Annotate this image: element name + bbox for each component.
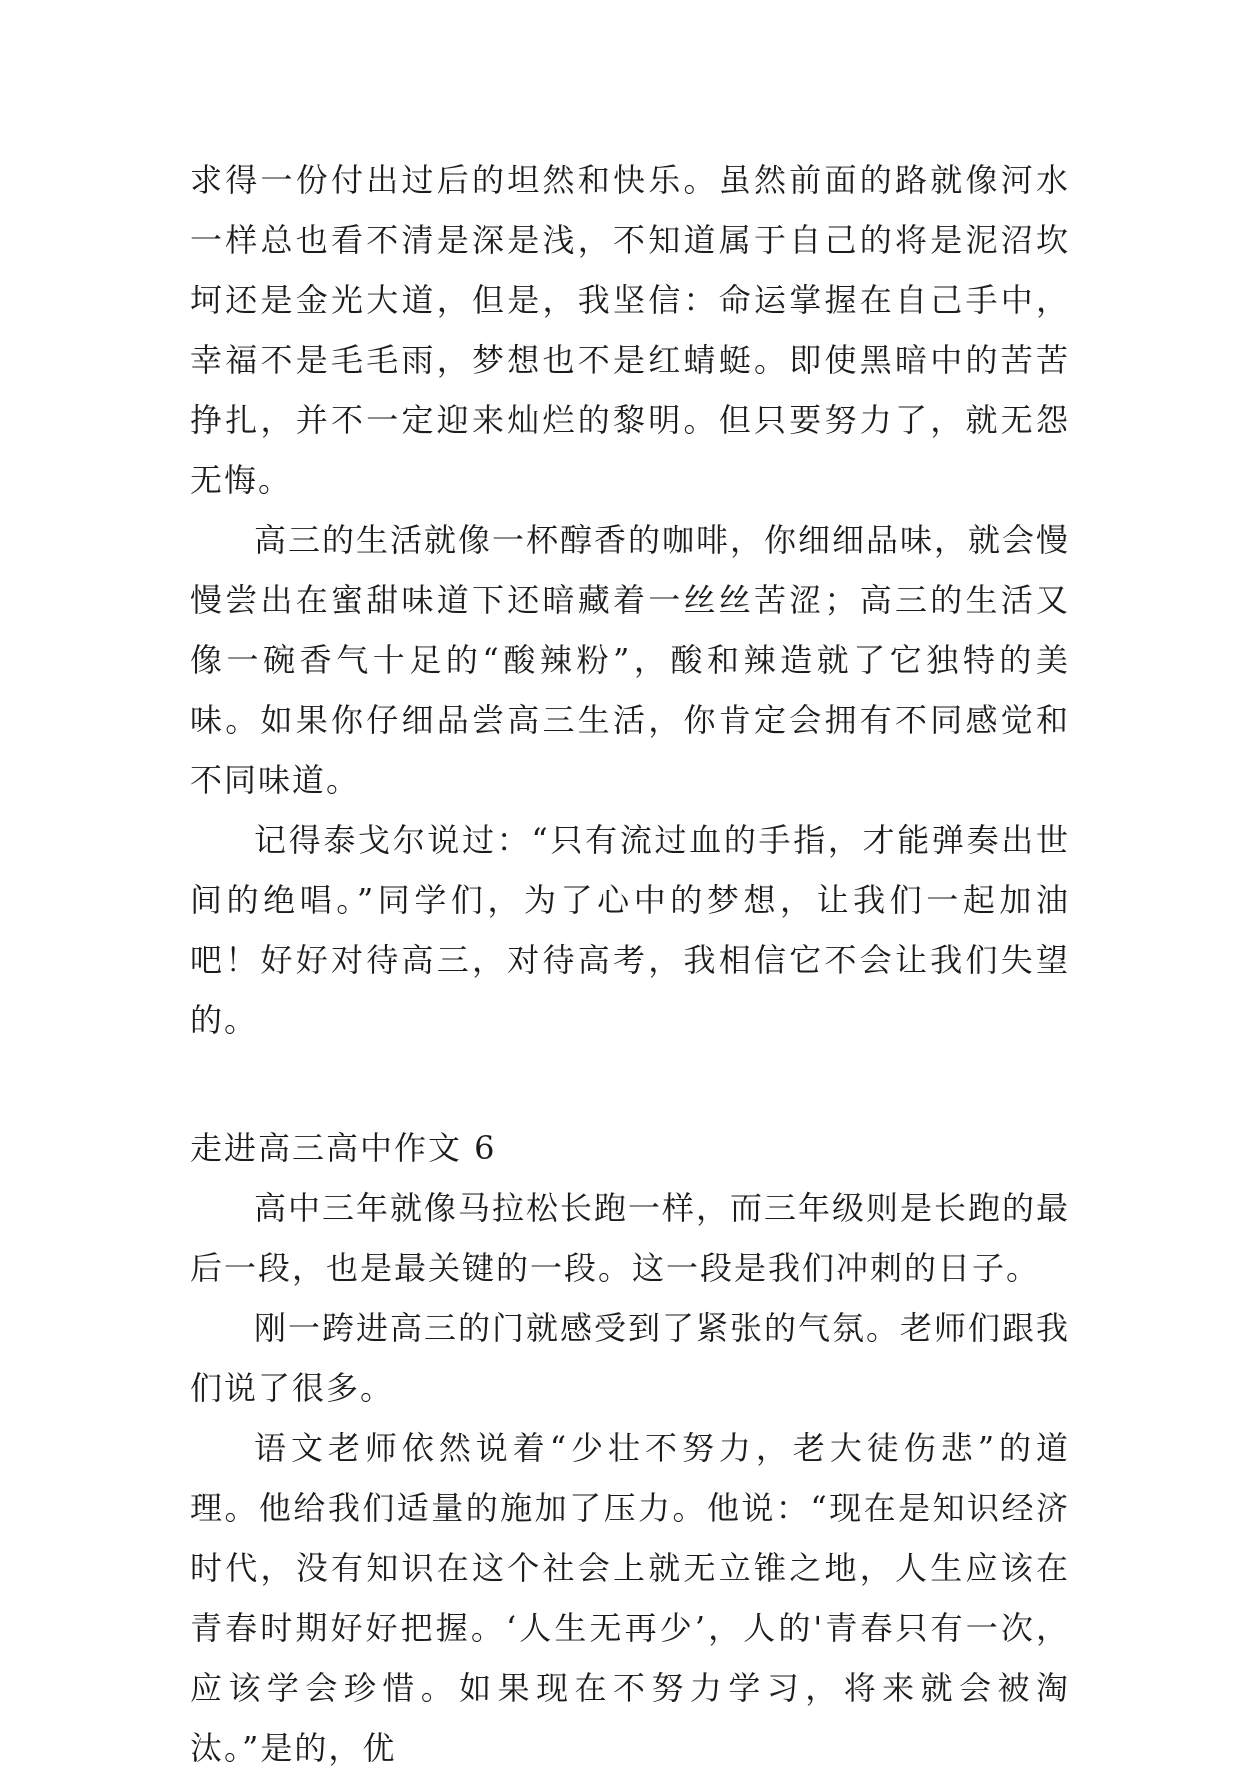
paragraph-chinese-teacher: 语文老师依然说着“少壮不努力，老大徒伤悲”的道理。他给我们适量的施加了压力。他说：“现在是知识经济时代，没有知识在这个社会上就无立锥之地，人生应该在青春时期好好把握。‘人生无再少’，人的'青春只有一次，应该学会珍惜。如果现在不努力学习，将来就会被淘汰。”是的，优: [190, 1429, 1070, 1767]
paragraph-coffee: 高三的生活就像一杯醇香的咖啡，你细细品味，就会慢慢尝出在蜜甜味道下还暗藏着一丝丝苦涩；高三的生活又像一碗香气十足的“酸辣粉”，酸和辣造就了它独特的美味。如果你仔细品尝高三生活，你肯定会拥有不同感觉和不同味道。: [190, 521, 1071, 799]
paragraph-atmosphere: 刚一跨进高三的门就感受到了紧张的气氛。老师们跟我们说了很多。: [190, 1309, 1071, 1407]
document-body: [190, 150, 1070, 1778]
section-title: 走进高三高中作文 6: [190, 1129, 497, 1167]
paragraph-tagore: 记得泰戈尔说过：“只有流过血的手指，才能弹奏出世间的绝唱。”同学们，为了心中的梦想，让我们一起加油吧！好好对待高三，对待高考，我相信它不会让我们失望的。: [190, 821, 1070, 1039]
paragraph-continuation: 求得一份付出过后的坦然和快乐。虽然前面的路就像河水一样总也看不清是深是浅，不知道属于自己的将是泥沼坎坷还是金光大道，但是，我坚信：命运掌握在自己手中，幸福不是毛毛雨，梦想也不是红蜻蜓。即使黑暗中的苦苦挣扎，并不一定迎来灿烂的黎明。但只要努力了，就无怨无悔。: [190, 161, 1070, 499]
paragraph-marathon: 高中三年就像马拉松长跑一样，而三年级则是长跑的最后一段，也是最关键的一段。这一段是我们冲刺的日子。: [190, 1189, 1071, 1287]
